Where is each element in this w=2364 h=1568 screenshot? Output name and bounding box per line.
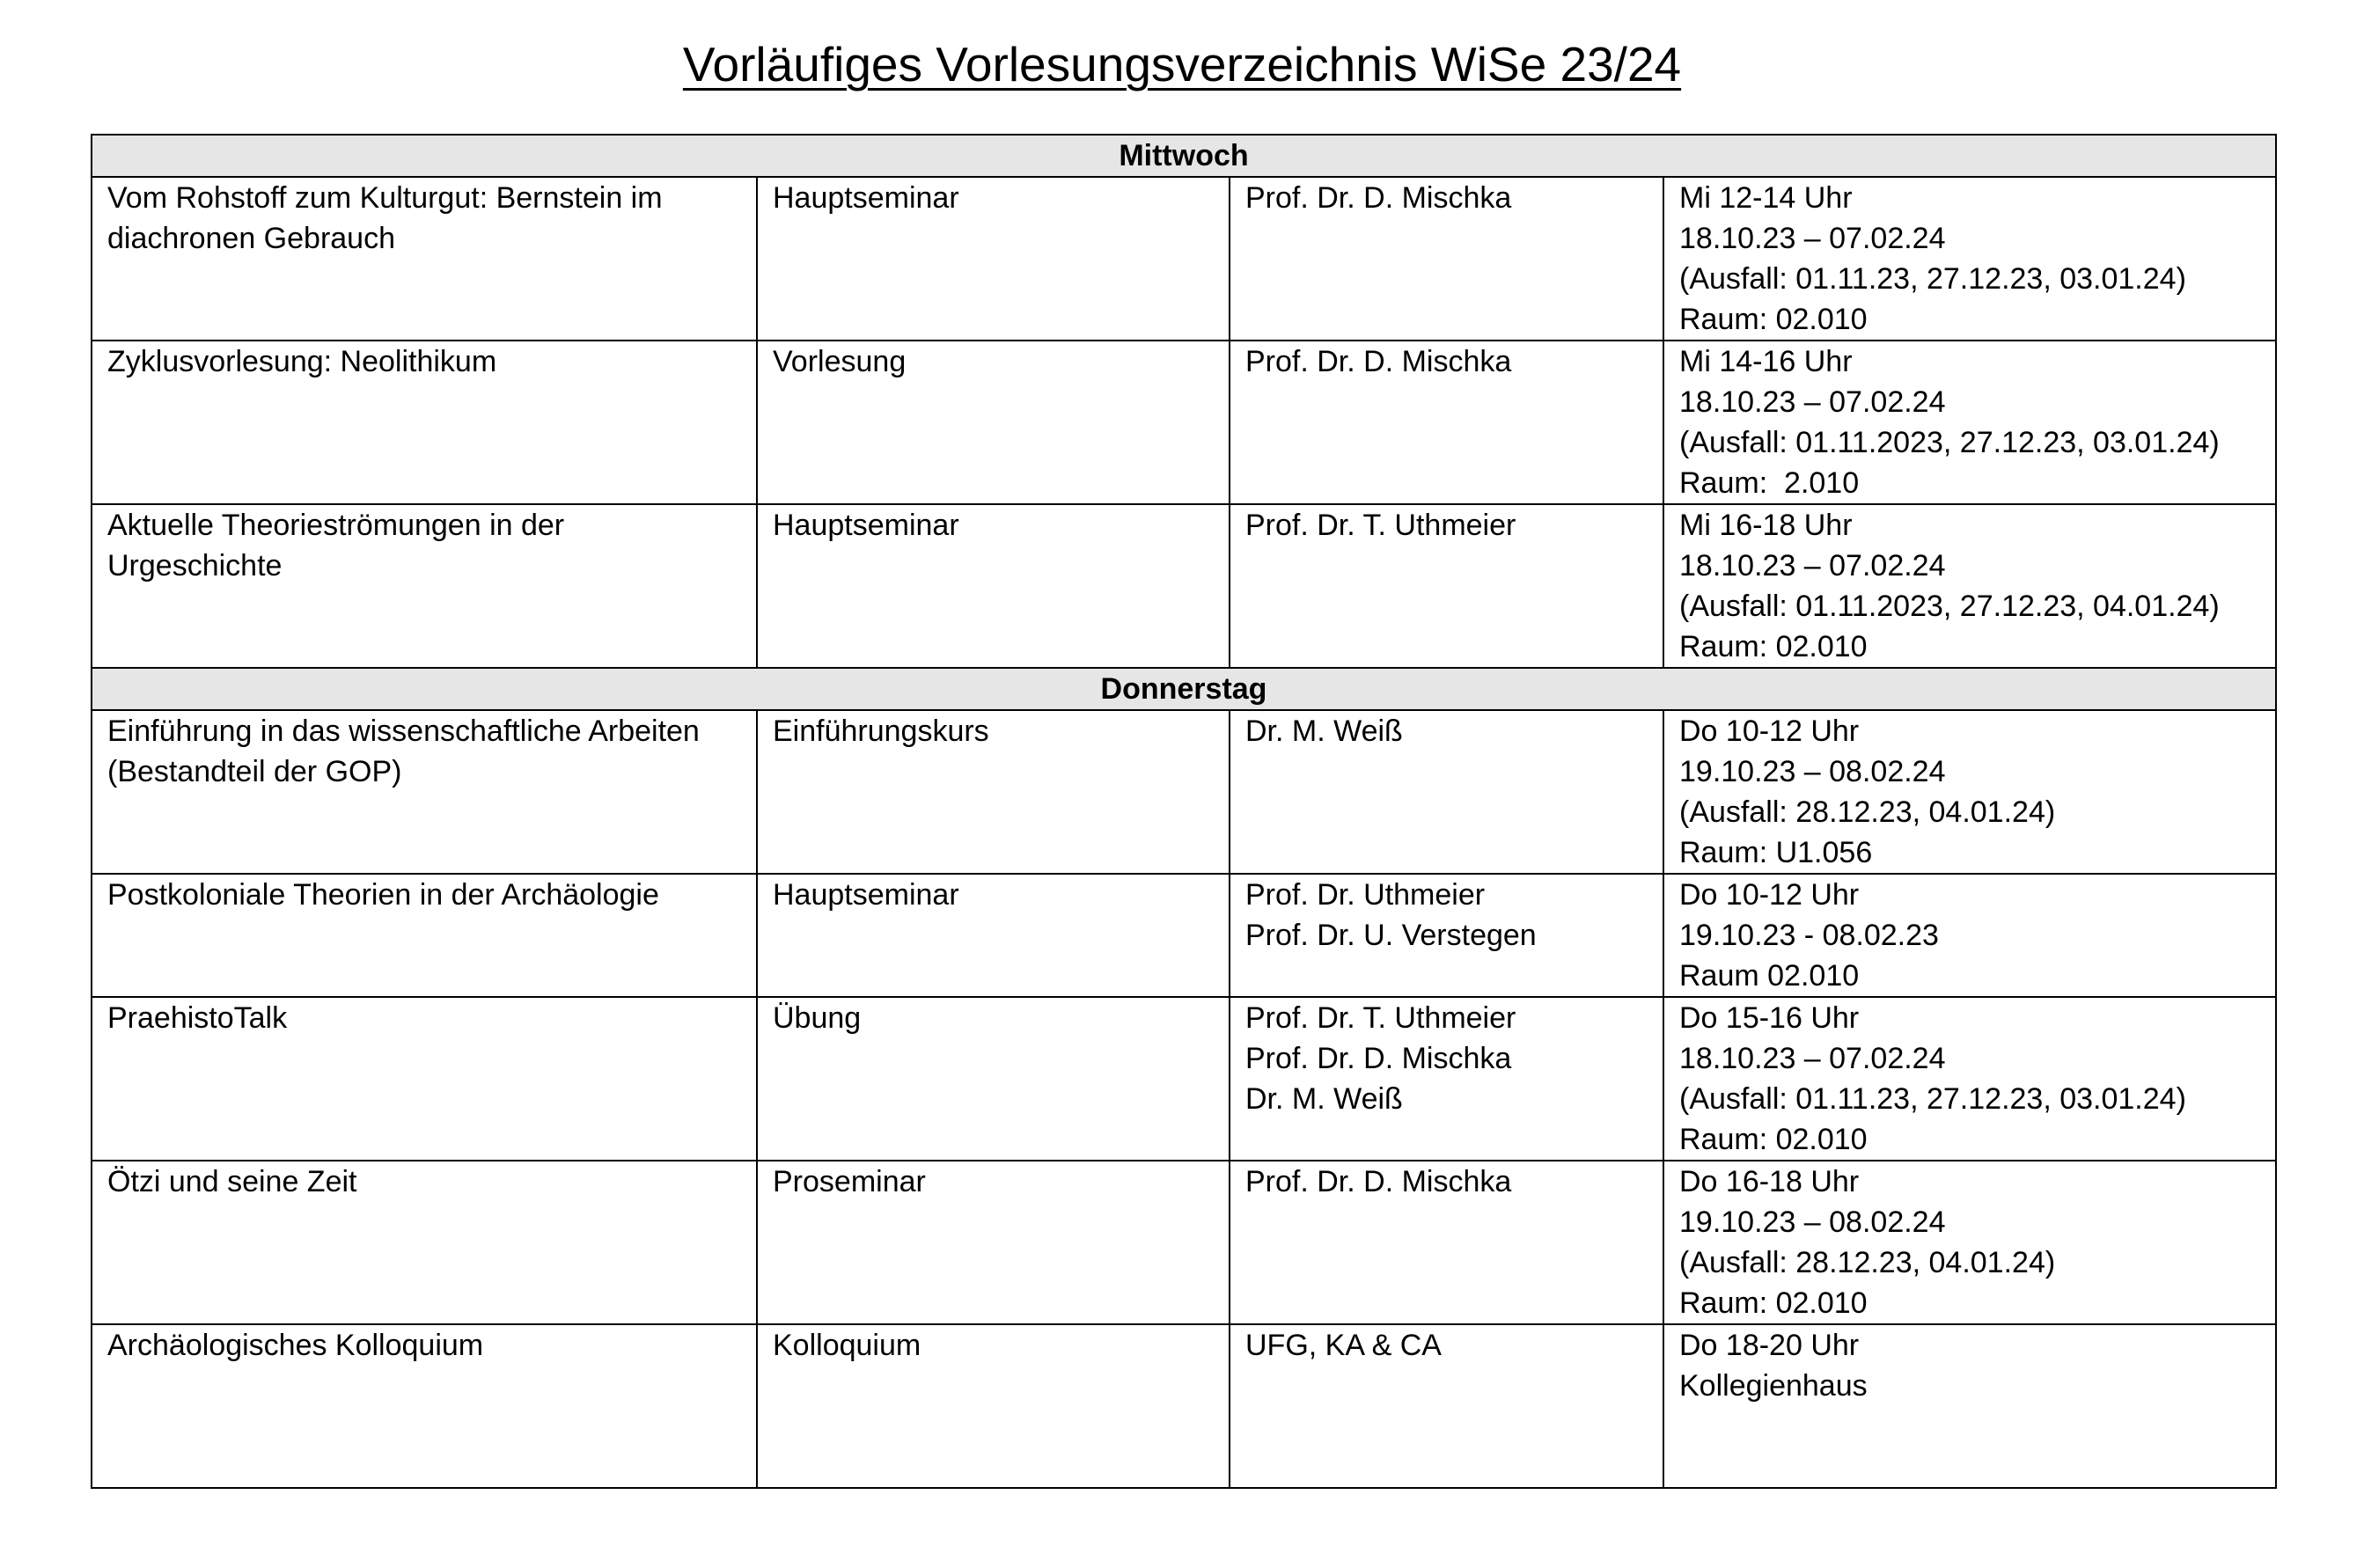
lecturer-cell: [1230, 177, 1663, 341]
page-title: [0, 33, 2364, 95]
course-type-cell: [757, 710, 1230, 874]
schedule-cell: [1663, 177, 2276, 341]
day-header-row: [92, 668, 2276, 710]
lecturer-cell: [1230, 1161, 1663, 1324]
course-title: Einführung in das wissenschaftliche Arbeiten (Bestandteil der GOP): [107, 714, 700, 788]
schedule-room: Raum: 02.010: [1679, 1123, 1868, 1156]
course-title-cell: [92, 997, 757, 1161]
lecturer: Prof. Dr. D. Mischka: [1245, 345, 1512, 378]
schedule-dates: 18.10.23 – 07.02.24: [1679, 549, 1946, 583]
schedule-cell: [1663, 1324, 2276, 1488]
schedule-time: Mi 16-18 Uhr: [1679, 509, 1853, 542]
schedule-cancellations: (Ausfall: 01.11.23, 27.12.23, 03.01.24): [1679, 1082, 2186, 1116]
course-title: Aktuelle Theorieströmungen in der Urgeschichte: [107, 509, 565, 583]
course-type-cell: [757, 1161, 1230, 1324]
schedule-dates: 18.10.23 – 07.02.24: [1679, 385, 1946, 419]
schedule-room: Raum: 02.010: [1679, 303, 1868, 336]
lecturer-cell: [1230, 997, 1663, 1161]
schedule-location: Kollegienhaus: [1679, 1369, 1868, 1403]
course-type: Proseminar: [773, 1165, 926, 1198]
schedule-cell: [1663, 504, 2276, 668]
table-row: [92, 1324, 2276, 1488]
course-type: Hauptseminar: [773, 181, 959, 215]
course-title: PraehistoTalk: [107, 1001, 288, 1035]
schedule-cell: [1663, 1161, 2276, 1324]
schedule-dates: 18.10.23 – 07.02.24: [1679, 222, 1946, 255]
schedule-cell: [1663, 874, 2276, 997]
course-schedule-table: [91, 134, 2277, 1489]
schedule-cell: [1663, 341, 2276, 504]
table-row: [92, 1161, 2276, 1324]
lecturer-cell: [1230, 710, 1663, 874]
course-title-cell: [92, 1324, 757, 1488]
lecturer: Dr. M. Weiß: [1245, 1082, 1403, 1116]
course-type-cell: [757, 177, 1230, 341]
table-row: [92, 504, 2276, 668]
schedule-cancellations: (Ausfall: 28.12.23, 04.01.24): [1679, 795, 2056, 829]
schedule-room: Raum: 02.010: [1679, 1286, 1868, 1320]
table-row: [92, 997, 2276, 1161]
schedule-cancellations: (Ausfall: 01.11.2023, 27.12.23, 03.01.24): [1679, 426, 2220, 459]
lecturer: Prof. Dr. D. Mischka: [1245, 1042, 1512, 1075]
course-type-cell: [757, 874, 1230, 997]
course-type: Einführungskurs: [773, 714, 989, 748]
lecturer: Prof. Dr. D. Mischka: [1245, 1165, 1512, 1198]
schedule-time: Mi 12-14 Uhr: [1679, 181, 1853, 215]
course-title-cell: [92, 710, 757, 874]
course-title-cell: [92, 177, 757, 341]
course-title: Ötzi und seine Zeit: [107, 1165, 357, 1198]
course-title: Postkoloniale Theorien in der Archäologie: [107, 878, 659, 912]
schedule-dates: 18.10.23 – 07.02.24: [1679, 1042, 1946, 1075]
schedule-time: Do 10-12 Uhr: [1679, 878, 1860, 912]
schedule-room: Raum: U1.056: [1679, 836, 1873, 869]
course-type-cell: [757, 997, 1230, 1161]
table-row: [92, 874, 2276, 997]
lecturer-cell: [1230, 341, 1663, 504]
lecturer: Prof. Dr. U. Verstegen: [1245, 919, 1537, 952]
schedule-room: Raum: 02.010: [1679, 630, 1868, 663]
course-title-cell: [92, 1161, 757, 1324]
lecturer-cell: [1230, 1324, 1663, 1488]
schedule-time: Do 10-12 Uhr: [1679, 714, 1860, 748]
schedule-room: Raum 02.010: [1679, 959, 1860, 993]
course-type-cell: [757, 341, 1230, 504]
page-title-text: Vorläufiges Vorlesungsverzeichnis WiSe 23/24: [682, 37, 1682, 92]
schedule-time: Do 15-16 Uhr: [1679, 1001, 1860, 1035]
lecturer: Dr. M. Weiß: [1245, 714, 1403, 748]
course-title-cell: [92, 874, 757, 997]
course-title: Archäologisches Kolloquium: [107, 1329, 484, 1362]
schedule-cell: [1663, 997, 2276, 1161]
schedule-time: Do 16-18 Uhr: [1679, 1165, 1860, 1198]
course-title: Zyklusvorlesung: Neolithikum: [107, 345, 497, 378]
course-title-cell: [92, 504, 757, 668]
schedule-cancellations: (Ausfall: 01.11.23, 27.12.23, 03.01.24): [1679, 262, 2186, 296]
course-type: Hauptseminar: [773, 509, 959, 542]
schedule-cell: [1663, 710, 2276, 874]
lecturer-cell: [1230, 874, 1663, 997]
lecturer: Prof. Dr. T. Uthmeier: [1245, 1001, 1516, 1035]
table-row: [92, 177, 2276, 341]
schedule-cancellations: (Ausfall: 28.12.23, 04.01.24): [1679, 1246, 2056, 1279]
lecturer: Prof. Dr. Uthmeier: [1245, 878, 1486, 912]
day-header-donnerstag: Donnerstag: [92, 668, 2276, 710]
course-title-cell: [92, 341, 757, 504]
course-type-cell: [757, 504, 1230, 668]
table-row: [92, 341, 2276, 504]
course-type: Übung: [773, 1001, 862, 1035]
course-type: Vorlesung: [773, 345, 907, 378]
day-header-row: [92, 135, 2276, 177]
lecturer-cell: [1230, 504, 1663, 668]
schedule-cancellations: (Ausfall: 01.11.2023, 27.12.23, 04.01.24): [1679, 590, 2220, 623]
schedule-time: Do 18-20 Uhr: [1679, 1329, 1860, 1362]
lecturer: Prof. Dr. D. Mischka: [1245, 181, 1512, 215]
lecturer: Prof. Dr. T. Uthmeier: [1245, 509, 1516, 542]
course-title: Vom Rohstoff zum Kulturgut: Bernstein im diachronen Gebrauch: [107, 181, 663, 255]
day-header-mittwoch: Mittwoch: [92, 135, 2276, 177]
course-type: Hauptseminar: [773, 878, 959, 912]
table-row: [92, 710, 2276, 874]
lecturer: UFG, KA & CA: [1245, 1329, 1442, 1362]
schedule-dates: 19.10.23 – 08.02.24: [1679, 1205, 1946, 1239]
course-type: Kolloquium: [773, 1329, 921, 1362]
course-type-cell: [757, 1324, 1230, 1488]
schedule-time: Mi 14-16 Uhr: [1679, 345, 1853, 378]
schedule-dates: 19.10.23 – 08.02.24: [1679, 755, 1946, 788]
schedule-room: Raum: 2.010: [1679, 466, 1860, 500]
schedule-dates: 19.10.23 - 08.02.23: [1679, 919, 1939, 952]
